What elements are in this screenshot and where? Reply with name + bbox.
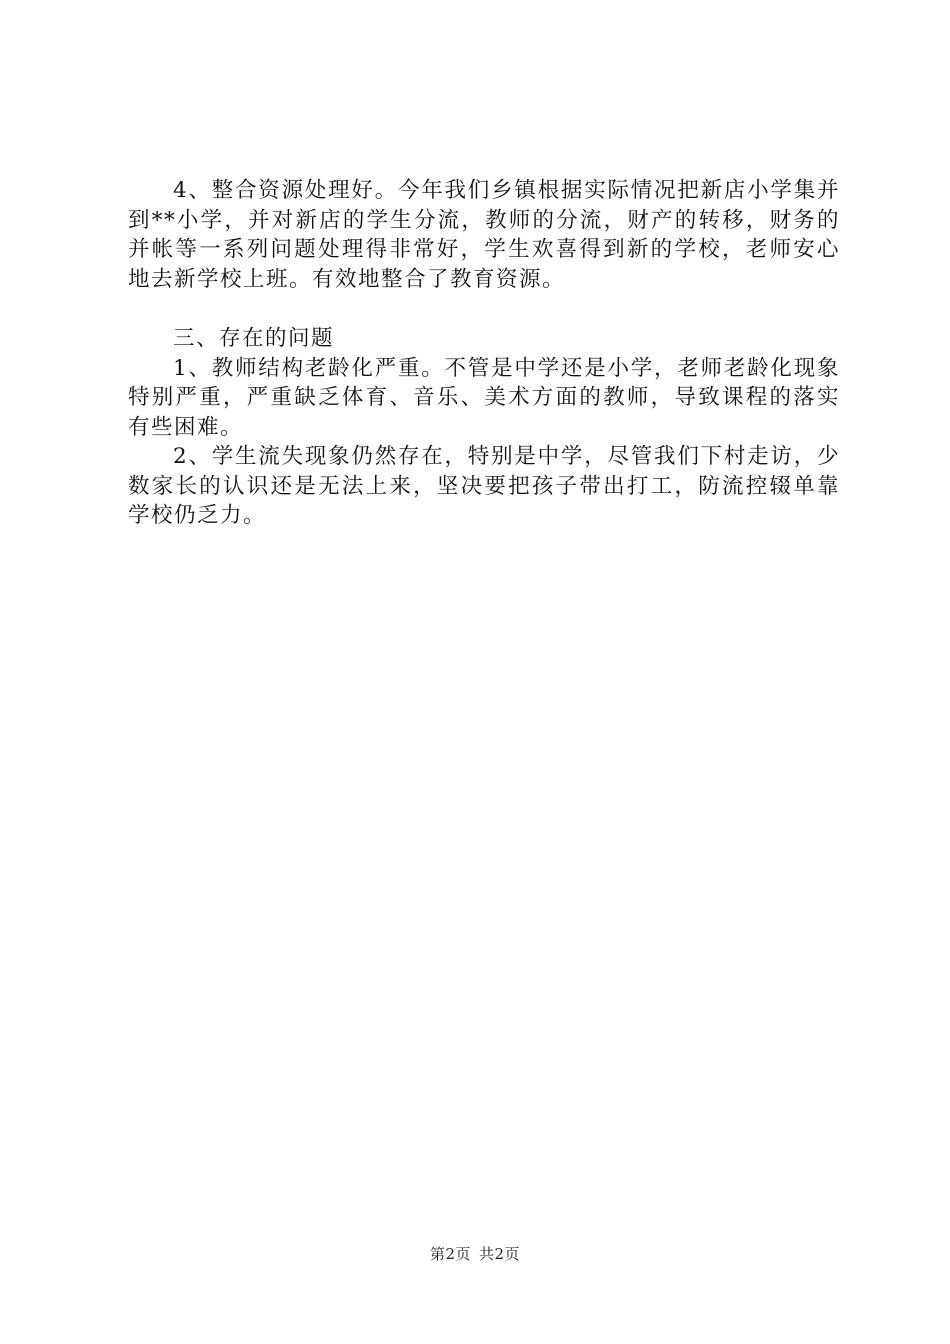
section-heading: 三、存在的问题 <box>173 326 335 351</box>
page-number-total: 共2页 <box>479 1245 521 1263</box>
paragraph-spacer <box>128 294 840 324</box>
page-footer <box>0 1244 950 1264</box>
paragraph-resource-integration: 4、整合资源处理好。今年我们乡镇根据实际情况把新店小学集并到**小学，并对新店的学生分流，教师的分流，财产的转移，财务的并帐等一系列问题处理得非常好，学生欢喜得到新的学校，老师安心地去新学校上班。有效地整合了教育资源。 <box>128 178 840 292</box>
document-body <box>128 176 840 531</box>
page-number-current: 第2页 <box>429 1245 471 1263</box>
paragraph-teacher-aging: 1、教师结构老龄化严重。不管是中学还是小学，老师老龄化现象特别严重，严重缺乏体育、音乐、美术方面的教师，导致课程的落实有些困难。 <box>128 355 840 440</box>
paragraph-student-dropout: 2、学生流失现象仍然存在，特别是中学，尽管我们下村走访，少数家长的认识还是无法上来，坚决要把孩子带出打工，防流控辍单靠学校仍乏力。 <box>128 444 840 528</box>
